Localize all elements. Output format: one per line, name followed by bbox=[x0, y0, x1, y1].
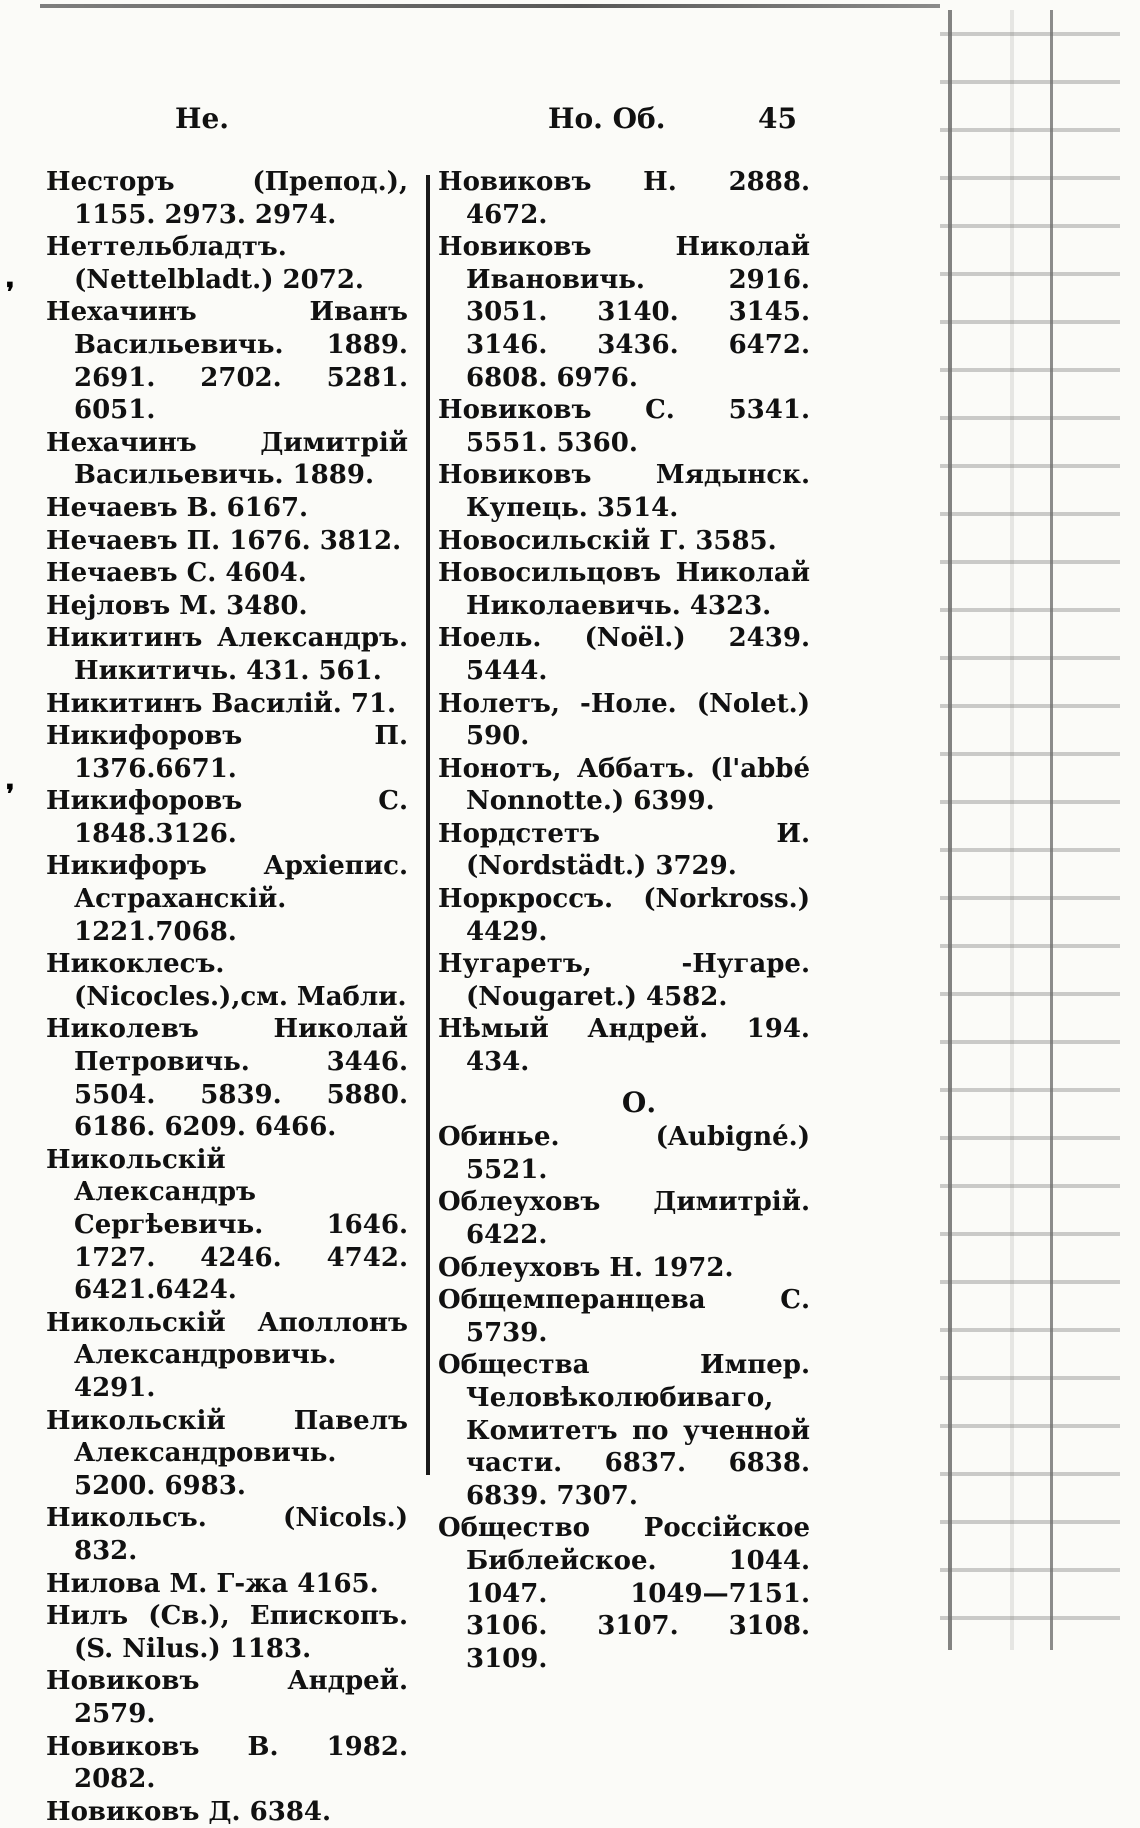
index-entry: Общество Россійское Библейское. 1044. 1047. 1049—7151. 3106. 3107. 3108. 3109. bbox=[438, 1513, 810, 1674]
index-entry: Никитинъ Александръ. Никитичь. 431. 561. bbox=[46, 623, 408, 686]
index-entry: Нолетъ, -Ноле. (Nolet.) 590. bbox=[438, 688, 810, 752]
index-entry: Новиковъ Мядынск. Купець. 3514. bbox=[438, 460, 810, 523]
index-entry: Общества Импер. Человѣколюбиваго, Комитетъ по ученной части. 6837. 6838. 6839. 7307. bbox=[438, 1350, 810, 1511]
index-entry: Никифоровъ П. 1376.6671. bbox=[46, 721, 408, 784]
index-entry: Новиковъ Николай Ивановичь. 2916. 3051. 3140. 3145. 3146. 3436. 6472. 6808. 6976. bbox=[438, 232, 810, 393]
index-entry: Новосильскій Г. 3585. bbox=[438, 525, 777, 556]
index-entry: Никитинъ Василій. 71. bbox=[46, 688, 397, 719]
index-entry: Несторъ (Препод.), 1155. 2973. 2974. bbox=[46, 167, 408, 230]
index-entry: Никольскій Александръ Сергѣевичь. 1646. 1727. 4246. 4742. 6421.6424. bbox=[46, 1144, 408, 1306]
index-entry: Неттельбладтъ. (Nettelbladt.) 2072. bbox=[46, 232, 364, 295]
index-entry: Облеуховъ Димитрій. 6422. bbox=[438, 1187, 810, 1250]
index-entry: Никифоровъ С. 1848.3126. bbox=[46, 786, 408, 849]
index-entry: Нечаевъ П. 1676. 3812. bbox=[46, 525, 402, 556]
index-entry: Никифоръ Архіепис. Астраханскій. 1221.7068. bbox=[46, 851, 408, 947]
index-entry: Обинье. (Aubigné.) 5521. bbox=[438, 1122, 810, 1185]
index-entry: Нечаевъ В. 6167. bbox=[46, 492, 309, 523]
section-letter: О. bbox=[621, 1085, 657, 1119]
index-entry: Нечаевъ С. 4604. bbox=[46, 558, 307, 589]
page-right-edge bbox=[940, 10, 1120, 1650]
index-entry: Нонотъ, Аббатъ. (l'abbé Nonnotte.) 6399. bbox=[438, 753, 810, 817]
index-entry: Нехачинъ Димитрій Васильевичь. 1889. bbox=[46, 427, 408, 491]
index-entry: Николевъ Николай Петровичь. 3446. 5504. 5839. 5880. 6186. 6209. 6466. bbox=[46, 1014, 408, 1143]
index-entry: Никольскій Аполлонъ Александровичь. 4291. bbox=[46, 1307, 408, 1403]
margin-mark: ❜ bbox=[6, 278, 15, 308]
left-column bbox=[46, 166, 408, 1828]
index-entry: Нејловъ М. 3480. bbox=[46, 590, 308, 621]
index-entry: Новиковъ Н. 2888. 4672. bbox=[438, 167, 810, 230]
index-entry: Нѣмый Андрей. 194. 434. bbox=[438, 1014, 810, 1078]
index-entry: Ноель. (Noël.) 2439. 5444. bbox=[438, 623, 810, 686]
index-entry: Новиковъ В. 1982. 2082. bbox=[46, 1731, 408, 1795]
index-entry: Новиковъ Андрей. 2579. bbox=[46, 1666, 408, 1729]
page-top-edge bbox=[40, 4, 940, 8]
running-head bbox=[40, 102, 840, 142]
index-entry: Никоклесъ. (Nicocles.),см. Мабли. bbox=[46, 949, 407, 1012]
right-column bbox=[438, 166, 810, 1675]
index-entry: Норкроссъ. (Norkross.) 4429. bbox=[438, 884, 810, 947]
running-head-left: Не. bbox=[175, 102, 230, 135]
index-entry: Нордстетъ И. (Nordstädt.) 3729. bbox=[438, 818, 810, 882]
running-head-right: Но. Об. bbox=[548, 102, 666, 135]
index-entry: Никольскій Павелъ Александровичь. 5200. 6983. bbox=[46, 1405, 408, 1501]
index-entry: Нилъ (Св.), Епископъ. (S. Nilus.) 1183. bbox=[46, 1601, 408, 1664]
index-entry: Нугаретъ, -Нугаре. (Nougaret.) 4582. bbox=[438, 949, 810, 1012]
index-entry: Нехачинъ Иванъ Васильевичь. 1889. 2691. 2702. 5281. 6051. bbox=[46, 297, 408, 426]
index-entry: Новиковъ С. 5341. 5551. 5360. bbox=[438, 395, 810, 458]
page-number: 45 bbox=[758, 102, 797, 135]
margin-mark: ❜ bbox=[6, 780, 15, 810]
index-entry: Новиковъ Д. 6384. bbox=[46, 1796, 332, 1827]
index-entry: Общемперанцева С. 5739. bbox=[438, 1285, 810, 1348]
index-entry: Облеуховъ Н. 1972. bbox=[438, 1252, 734, 1283]
index-entry: Нилова М. Г-жа 4165. bbox=[46, 1568, 379, 1599]
index-entry: Новосильцовъ Николай Николаевичь. 4323. bbox=[438, 558, 810, 621]
index-entry: Никольсъ. (Nicols.) 832. bbox=[46, 1503, 408, 1566]
column-rule bbox=[426, 175, 430, 1475]
